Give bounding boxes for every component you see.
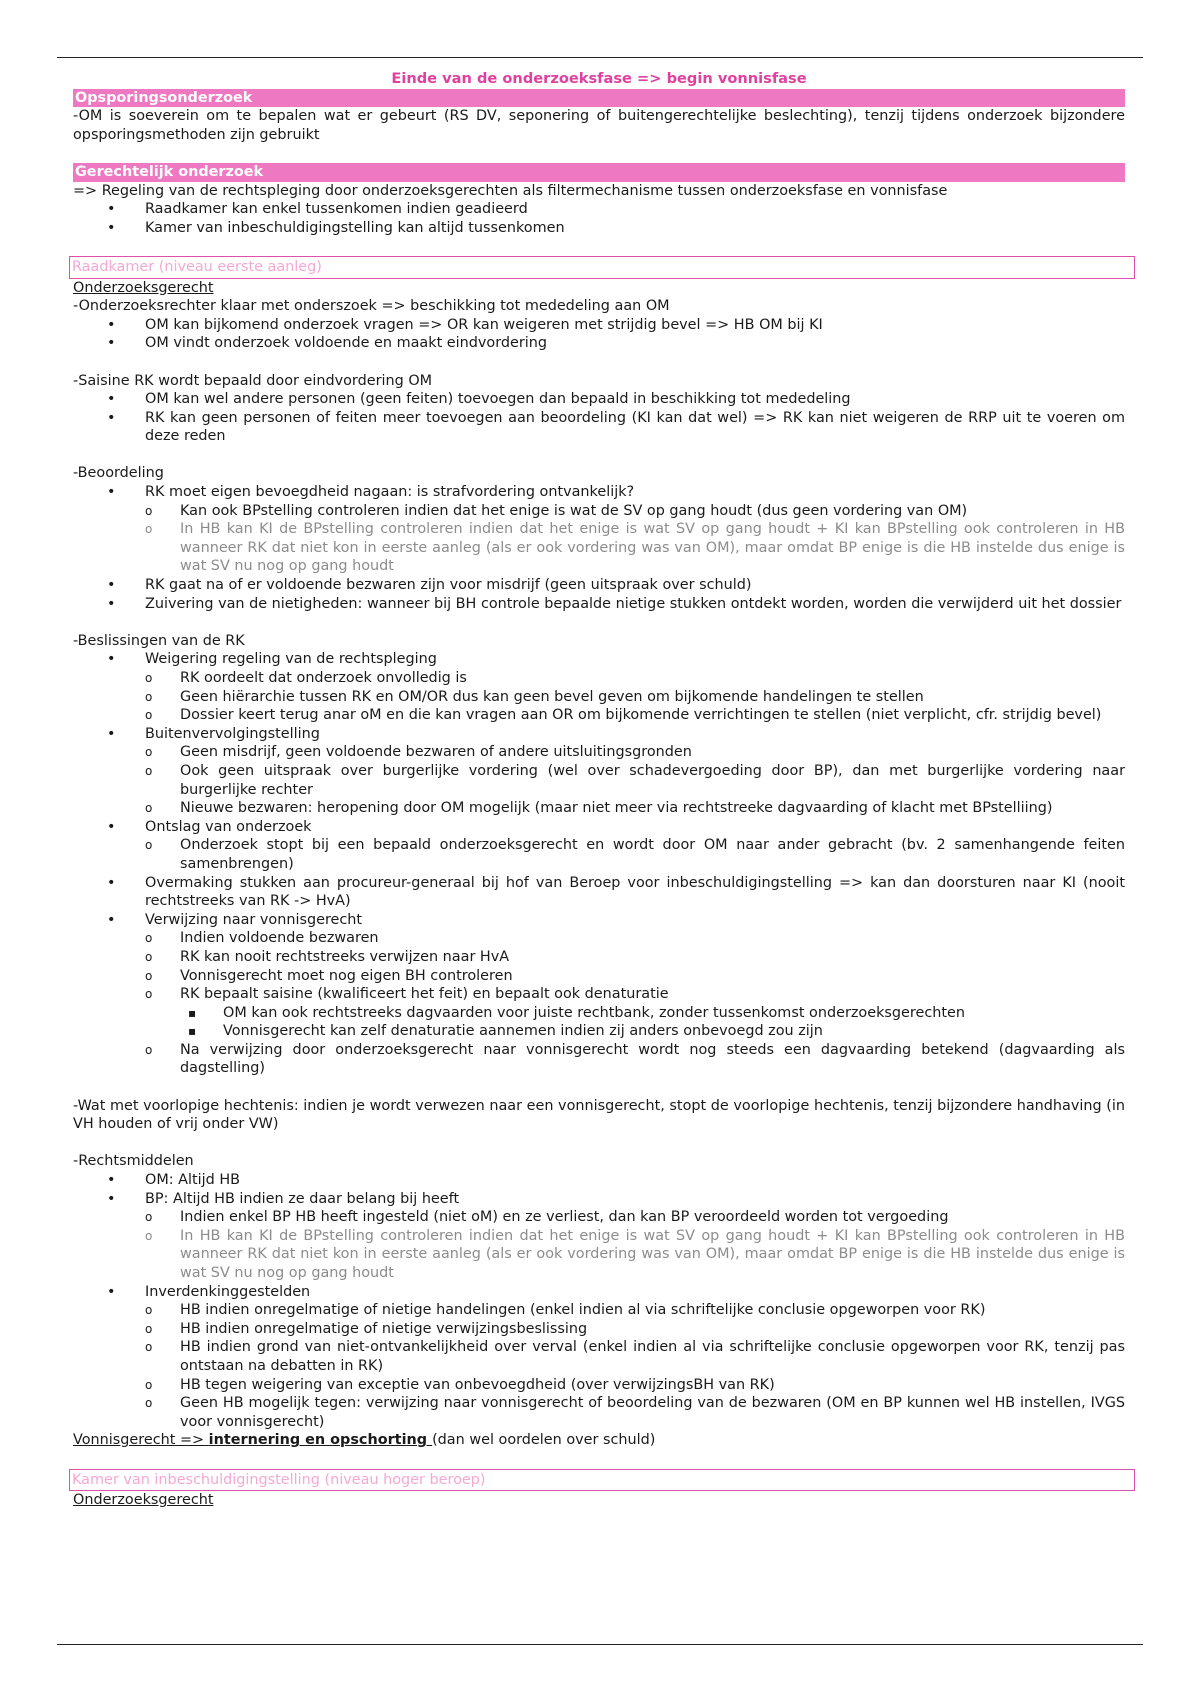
sub-list-item: o HB indien onregelmatige of nietige handelingen (enkel indien al via schriftelijke conclusie opgeworpen voor RK): [145, 1301, 1125, 1320]
paragraph: -Saisine RK wordt bepaald door eindvordering OM: [73, 372, 433, 389]
paragraph: -Rechtsmiddelen: [73, 1153, 194, 1170]
paragraph: -Beoordeling: [73, 465, 164, 482]
list-item: • Ontslag van onderzoek o Onderzoek stopt bij een bepaald onderzoeksgerecht en wordt door OM naar ander gebracht (bv. 2 samenhangende feiten samenbrengen): [73, 818, 1125, 874]
list-item: • OM vindt onderzoek voldoende en maakt eindvordering: [73, 334, 1125, 353]
sub-list-item: o RK bepaalt saisine (kwalificeert het feit) en bepaalt ook denaturatie ▪ OM kan ook rechtstreeks dagvaarden voor juiste rechtbank, zonder tussenkomst onderzoeksgerechten ▪ Vonnisgerecht kan zelf denaturatie aannemen indien zij anders onbevoegd zou zijn: [145, 985, 1125, 1041]
list-item: • Kamer van inbeschuldigingstelling kan altijd tussenkomen: [73, 219, 1125, 238]
sub-list-item: o In HB kan KI de BPstelling controleren indien dat het enige is wat SV op gang houdt + KI kan BPstelling ook controleren in HB wanneer RK dat niet kon in eerste aanleg (als er ook vordering was van OM), maar omdat BP enige is die HB instelde dus enige is wat SV nu nog op gang houdt: [145, 520, 1125, 576]
list-item: • BP: Altijd HB indien ze daar belang bij heeft o Indien enkel BP HB heeft ingesteld (niet oM) en ze verliest, dan kan BP veroordeeld worden tot vergoeding o In HB kan KI de BPstelling controleren indien dat het enige is wat SV op gang houdt + KI kan BPstelling ook controleren in HB wanneer RK dat niet kon in eerste aanleg (als er ook vordering was van OM), maar omdat BP enige is die HB instelde dus enige is wat SV nu nog op gang houdt: [73, 1190, 1125, 1283]
top-rule: [57, 57, 1143, 58]
paragraph: -Wat met voorlopige hechtenis: indien je wordt verwezen naar een vonnisgerecht, stopt de voorlopige hechtenis, tenzij bijzondere handhaving (in VH houden of vrij onder VW): [73, 1097, 1125, 1133]
list-item: • Zuivering van de nietigheden: wanneer bij BH controle bepaalde nietige stukken ontdekt worden, worden die verwijderd uit het dossier: [73, 595, 1125, 614]
paragraph: -OM is soeverein om te bepalen wat er gebeurt (RS DV, seponering of buitengerechtelijke beslechting), tenzij tijdens onderzoek bijzondere opsporingsmethoden zijn gebruikt: [73, 108, 1125, 143]
document-body: [73, 70, 1125, 1510]
sub-list-item: o HB indien grond van niet-ontvankelijkheid over verval (enkel indien al via schriftelijke conclusie opgeworpen voor RK, tenzij pas ontstaan na debatten in RK): [145, 1338, 1125, 1375]
list-item: • Inverdenkinggestelden o HB indien onregelmatige of nietige handelingen (enkel indien al via schriftelijke conclusie opgeworpen voor RK) o HB indien onregelmatige of nietige verwijzingsbeslissing o HB indien grond van niet-ontvankelijkheid over verval (enkel indien al via schriftelijke conclusie opgeworpen voor RK, tenzij pas ontstaan na debatten in RK) o HB tegen weigering van exceptie van onbevoegdheid (over verwijzingsBH van RK) o Geen HB mogelijk tegen: verwijzing naar vonnisgerecht of beoordeling van de bezwaren (OM en BP kunnen wel HB instellen, IVGS voor vonnisgerecht): [73, 1283, 1125, 1432]
paragraph: => Regeling van de rechtspleging door onderzoeksgerechten als filtermechanisme tussen onderzoeksfase en vonnisfase: [73, 182, 948, 199]
sub-list-item: o HB indien onregelmatige of nietige verwijzingsbeslissing: [145, 1320, 1125, 1339]
sub-list-item: o Na verwijzing door onderzoeksgerecht naar vonnisgerecht wordt nog steeds een dagvaarding betekend (dagvaarding als dagstelling): [145, 1041, 1125, 1078]
sub-list-item: o Dossier keert terug anar oM en die kan vragen aan OR om bijkomende verrichtingen te stellen (niet verplicht, cfr. strijdig bevel): [145, 706, 1125, 725]
bottom-rule: [57, 1644, 1143, 1645]
sub-list-item: o RK kan nooit rechtstreeks verwijzen naar HvA: [145, 948, 1125, 967]
list-item: • RK gaat na of er voldoende bezwaren zijn voor misdrijf (geen uitspraak over schuld): [73, 576, 1125, 595]
list-item: • RK kan geen personen of feiten meer toevoegen aan beoordeling (KI kan dat wel) => RK kan niet weigeren de RRP uit te voeren om deze reden: [73, 409, 1125, 446]
list-item: • OM kan bijkomend onderzoek vragen => OR kan weigeren met strijdig bevel => HB OM bij KI: [73, 316, 1125, 335]
sub-list-item: o HB tegen weigering van exceptie van onbevoegdheid (over verwijzingsBH van RK): [145, 1376, 1125, 1395]
sub-list-item: o In HB kan KI de BPstelling controleren indien dat het enige is wat SV op gang houdt + KI kan BPstelling ook controleren in HB wanneer RK dat niet kon in eerste aanleg (als er ook vordering was van OM), maar omdat BP enige is die HB instelde dus enige is wat SV nu nog op gang houdt: [145, 1227, 1125, 1283]
list-item: • OM kan wel andere personen (geen feiten) toevoegen dan bepaald in beschikking tot mededeling: [73, 390, 1125, 409]
paragraph: -Beslissingen van de RK: [73, 632, 245, 649]
vonnisgerecht-line: Vonnisgerecht => internering en opschorting (dan wel oordelen over schuld): [73, 1432, 656, 1449]
list-item: • Buitenvervolgingstelling o Geen misdrijf, geen voldoende bezwaren of andere uitsluitingsgronden o Ook geen uitspraak over burgerlijke vordering (wel over schadevergoeding door BP), dan met burgerlijke vordering naar burgerlijke rechter o Nieuwe bezwaren: heropening door OM mogelijk (maar niet meer via rechtstreeke dagvaarding of klacht met BPstelliing): [73, 725, 1125, 818]
sub-list-item: o Kan ook BPstelling controleren indien dat het enige is wat de SV op gang houdt (dus geen vordering van OM): [145, 502, 1125, 521]
sub-sub-list-item: ▪ OM kan ook rechtstreeks dagvaarden voor juiste rechtbank, zonder tussenkomst onderzoeksgerechten: [180, 1004, 1125, 1023]
section-heading-gerechtelijk-onderzoek: Gerechtelijk onderzoek: [73, 163, 1125, 182]
section-box-raadkamer: Raadkamer (niveau eerste aanleg): [69, 256, 1135, 279]
bullet-list: [73, 200, 1125, 237]
subheading-onderzoeksgerecht: Onderzoeksgerecht: [73, 279, 214, 296]
paragraph: -Onderzoeksrechter klaar met onderszoek => beschikking tot mededeling aan OM: [73, 298, 670, 315]
sub-sub-list-item: ▪ Vonnisgerecht kan zelf denaturatie aannemen indien zij anders onbevoegd zou zijn: [180, 1022, 1125, 1041]
section-box-kamer-van-inbeschuldigingstelling: Kamer van inbeschuldigingstelling (niveau hoger beroep): [69, 1469, 1135, 1492]
sub-list-item: o Indien voldoende bezwaren: [145, 929, 1125, 948]
sub-list-item: o Geen HB mogelijk tegen: verwijzing naar vonnisgerecht of beoordeling van de bezwaren (OM en BP kunnen wel HB instellen, IVGS voor vonnisgerecht): [145, 1394, 1125, 1431]
sub-list-item: o Geen misdrijf, geen voldoende bezwaren of andere uitsluitingsgronden: [145, 743, 1125, 762]
list-item: • Weigering regeling van de rechtspleging o RK oordeelt dat onderzoek onvolledig is o Geen hiërarchie tussen RK en OM/OR dus kan geen bevel geven om bijkomende handelingen te stellen o Dossier keert terug anar oM en die kan vragen aan OR om bijkomende verrichtingen te stellen (niet verplicht, cfr. strijdig bevel): [73, 650, 1125, 724]
sub-list-item: o Geen hiërarchie tussen RK en OM/OR dus kan geen bevel geven om bijkomende handelingen te stellen: [145, 688, 1125, 707]
subheading-onderzoeksgerecht: Onderzoeksgerecht: [73, 1492, 214, 1509]
list-item: • RK moet eigen bevoegdheid nagaan: is strafvordering ontvankelijk? o Kan ook BPstelling controleren indien dat het enige is wat de SV op gang houdt (dus geen vordering van OM) o In HB kan KI de BPstelling controleren indien dat het enige is wat SV op gang houdt + KI kan BPstelling ook controleren in HB wanneer RK dat niet kon in eerste aanleg (als er ook vordering was van OM), maar omdat BP enige is die HB instelde dus enige is wat SV nu nog op gang houdt: [73, 483, 1125, 576]
sub-list-item: o Nieuwe bezwaren: heropening door OM mogelijk (maar niet meer via rechtstreeke dagvaarding of klacht met BPstelliing): [145, 799, 1125, 818]
sub-list-item: o RK oordeelt dat onderzoek onvolledig is: [145, 669, 1125, 688]
list-item: • Overmaking stukken aan procureur-generaal bij hof van Beroep voor inbeschuldigingstelling => kan dan doorsturen naar KI (nooit rechtstreeks van RK -> HvA): [73, 874, 1125, 911]
sub-list-item: o Onderzoek stopt bij een bepaald onderzoeksgerecht en wordt door OM naar ander gebracht (bv. 2 samenhangende feiten samenbrengen): [145, 836, 1125, 873]
sub-list-item: o Ook geen uitspraak over burgerlijke vordering (wel over schadevergoeding door BP), dan met burgerlijke vordering naar burgerlijke rechter: [145, 762, 1125, 799]
list-item: • Raadkamer kan enkel tussenkomen indien geadieerd: [73, 200, 1125, 219]
page-title: Einde van de onderzoeksfase => begin vonnisfase: [391, 70, 807, 87]
section-heading-opsporingsonderzoek: Opsporingsonderzoek: [73, 89, 1125, 108]
sub-list-item: o Indien enkel BP HB heeft ingesteld (niet oM) en ze verliest, dan kan BP veroordeeld worden tot vergoeding: [145, 1208, 1125, 1227]
sub-list-item: o Vonnisgerecht moet nog eigen BH controleren: [145, 967, 1125, 986]
list-item: • OM: Altijd HB: [73, 1171, 1125, 1190]
list-item: • Verwijzing naar vonnisgerecht o Indien voldoende bezwaren o RK kan nooit rechtstreeks verwijzen naar HvA o Vonnisgerecht moet nog eigen BH controleren o RK bepaalt saisine (kwalificeert het feit) en bepaalt ook denaturatie ▪ OM kan ook rechtstreeks dagvaarden voor juiste rechtbank, zonder tussenkomst onderzoeksgerechten ▪ Vonnisgerecht kan zelf denaturatie aannemen indien zij anders onbevoegd zou zijn o Na verwijzing door onderzoeksgerecht naar vonnisgerecht wordt nog steeds een dagvaarding betekend (dagvaarding als dagstelling): [73, 911, 1125, 1078]
